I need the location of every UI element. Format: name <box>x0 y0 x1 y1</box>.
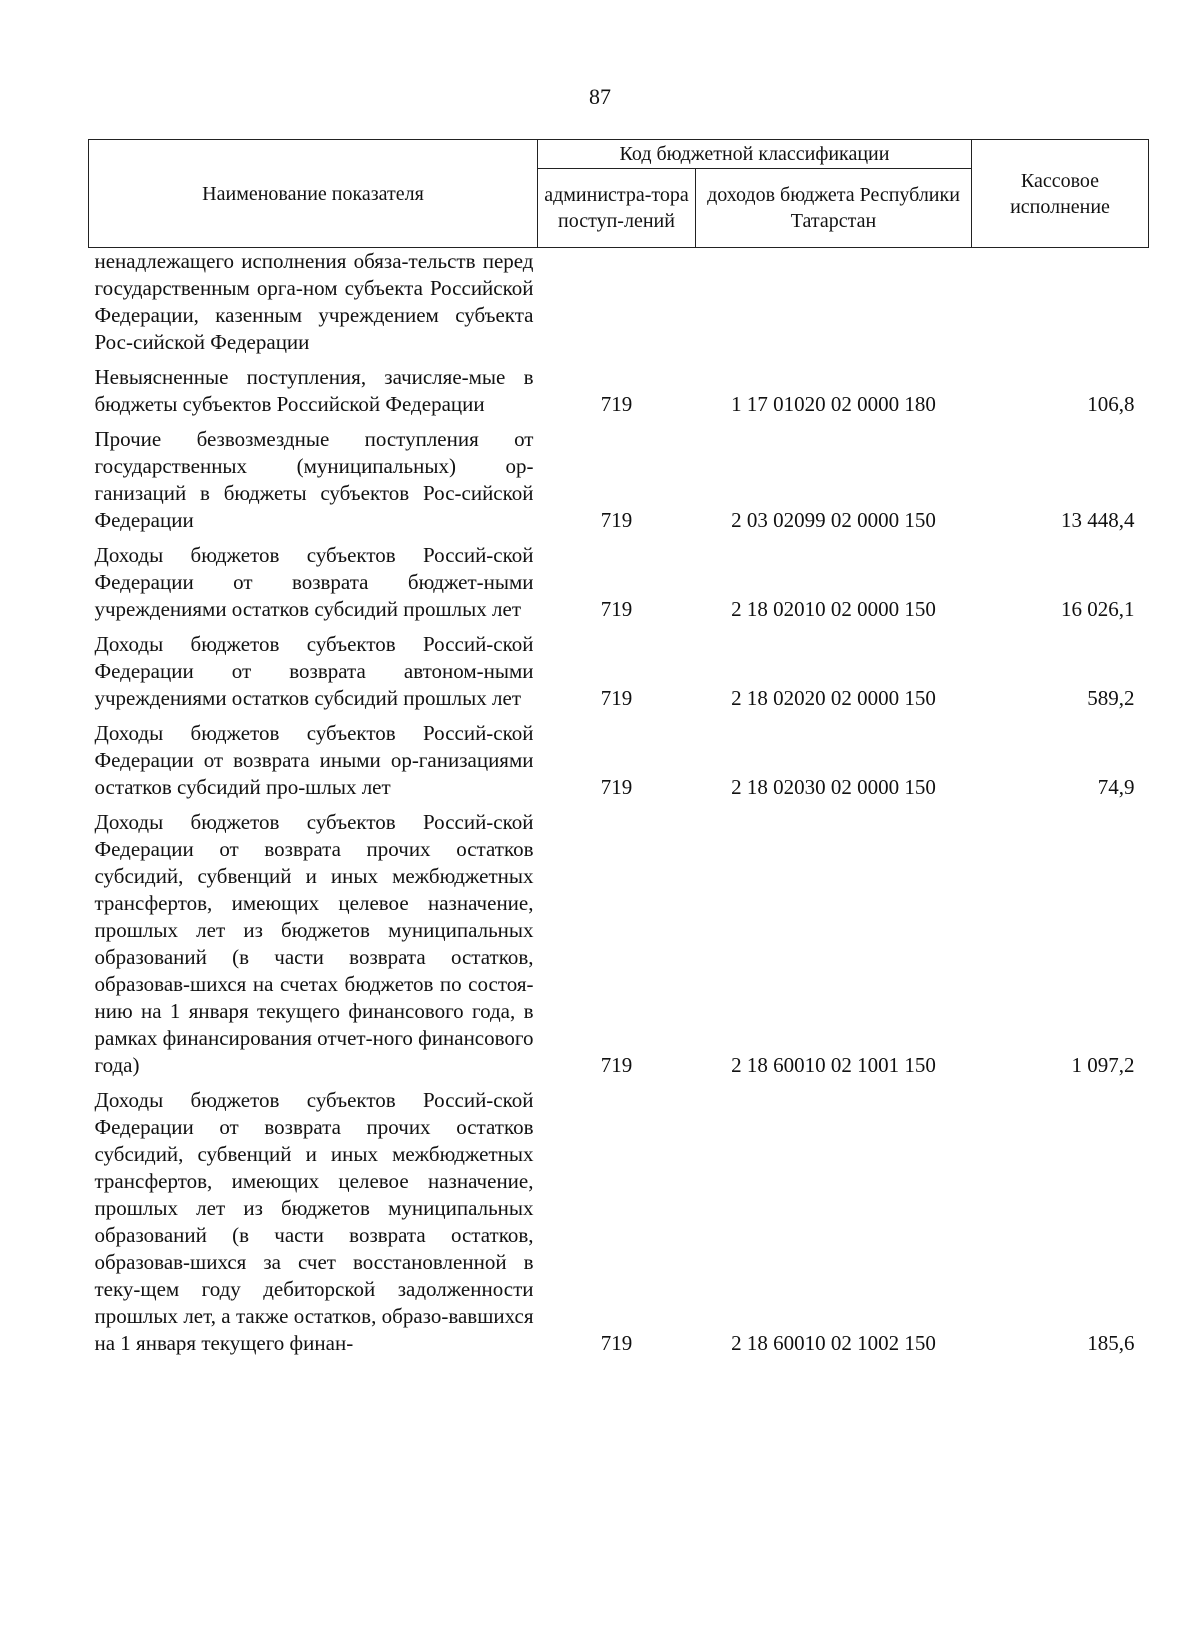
page-number: 87 <box>589 84 611 109</box>
table-row <box>89 356 1149 418</box>
table-row <box>89 801 1149 1079</box>
header-administrator: администра-тора поступ-лений <box>538 169 696 248</box>
row-amount: 106,8 <box>1087 392 1135 416</box>
header-cash-execution: Кассовое исполнение <box>972 140 1149 248</box>
row-name: Доходы бюджетов субъектов Россий-ской Федерации от возврата автоном-ными учреждениями остатков субсидий прошлых лет <box>94 632 534 710</box>
row-amount: 185,6 <box>1087 1331 1135 1355</box>
row-amount: 13 448,4 <box>1061 508 1135 532</box>
row-name: Прочие безвозмездные поступления от государственных (муниципальных) ор-ганизаций в бюджеты субъектов Рос-сийской Федерации <box>94 427 534 532</box>
row-admin: 719 <box>600 1331 633 1355</box>
table-row <box>89 1079 1149 1357</box>
row-code: 2 18 02010 02 0000 150 <box>731 597 936 621</box>
row-code: 2 03 02099 02 0000 150 <box>731 508 936 532</box>
row-amount: 74,9 <box>1097 775 1135 799</box>
row-admin: 719 <box>600 508 633 532</box>
header-income-code: доходов бюджета Республики Татарстан <box>696 169 972 248</box>
table-row <box>89 534 1149 623</box>
row-name: Доходы бюджетов субъектов Россий-ской Федерации от возврата иными ор-ганизациями остатков субсидий про-шлых лет <box>94 721 534 799</box>
row-code: 2 18 60010 02 1002 150 <box>731 1331 936 1355</box>
row-amount: 1 097,2 <box>1071 1053 1135 1077</box>
row-amount: 16 026,1 <box>1061 597 1135 621</box>
row-code: 2 18 60010 02 1001 150 <box>731 1053 936 1077</box>
row-code: 2 18 02030 02 0000 150 <box>731 775 936 799</box>
table-row <box>89 712 1149 801</box>
row-amount: 589,2 <box>1087 686 1135 710</box>
row-name: Невыясненные поступления, зачисляе-мые в бюджеты субъектов Российской Федерации <box>94 365 534 416</box>
row-admin: 719 <box>600 1053 633 1077</box>
row-code <box>696 248 972 357</box>
row-name: ненадлежащего исполнения обяза-тельств перед государственным орга-ном субъекта Российской Федерации, казенным учреждением субъекта Рос-сийской Федерации <box>94 249 534 354</box>
row-code: 1 17 01020 02 0000 180 <box>731 392 936 416</box>
row-admin <box>538 248 696 357</box>
table-header <box>89 140 1149 248</box>
table-row <box>89 418 1149 534</box>
header-name: Наименование показателя <box>89 140 538 248</box>
row-name: Доходы бюджетов субъектов Россий-ской Федерации от возврата прочих остатков субсидий, субвенций и иных межбюджетных трансфертов, имеющих целевое назначение, прошлых лет из бюджетов муниципальных образований (в части возврата остатков, образовав-шихся за счет восстановленной в теку-щем году дебиторской задолженности прошлых лет, а также остатков, образо-вавшихся на 1 января текущего финан- <box>94 1088 534 1355</box>
row-code: 2 18 02020 02 0000 150 <box>731 686 936 710</box>
row-admin: 719 <box>600 686 633 710</box>
row-admin: 719 <box>600 597 633 621</box>
table-row <box>89 623 1149 712</box>
row-admin: 719 <box>600 775 633 799</box>
row-name: Доходы бюджетов субъектов Россий-ской Федерации от возврата бюджет-ными учреждениями остатков субсидий прошлых лет <box>94 543 534 621</box>
row-admin: 719 <box>600 392 633 416</box>
budget-table <box>88 139 1149 1357</box>
row-name: Доходы бюджетов субъектов Россий-ской Федерации от возврата прочих остатков субсидий, субвенций и иных межбюджетных трансфертов, имеющих целевое назначение, прошлых лет из бюджетов муниципальных образований (в части возврата остатков, образовав-шихся на счетах бюджетов по состоя-нию на 1 января текущего финансового года, в рамках финансирования отчет-ного финансового года) <box>94 810 534 1077</box>
table-row <box>89 248 1149 357</box>
header-classification-code: Код бюджетной классификации <box>538 140 972 169</box>
row-amount <box>972 248 1149 357</box>
